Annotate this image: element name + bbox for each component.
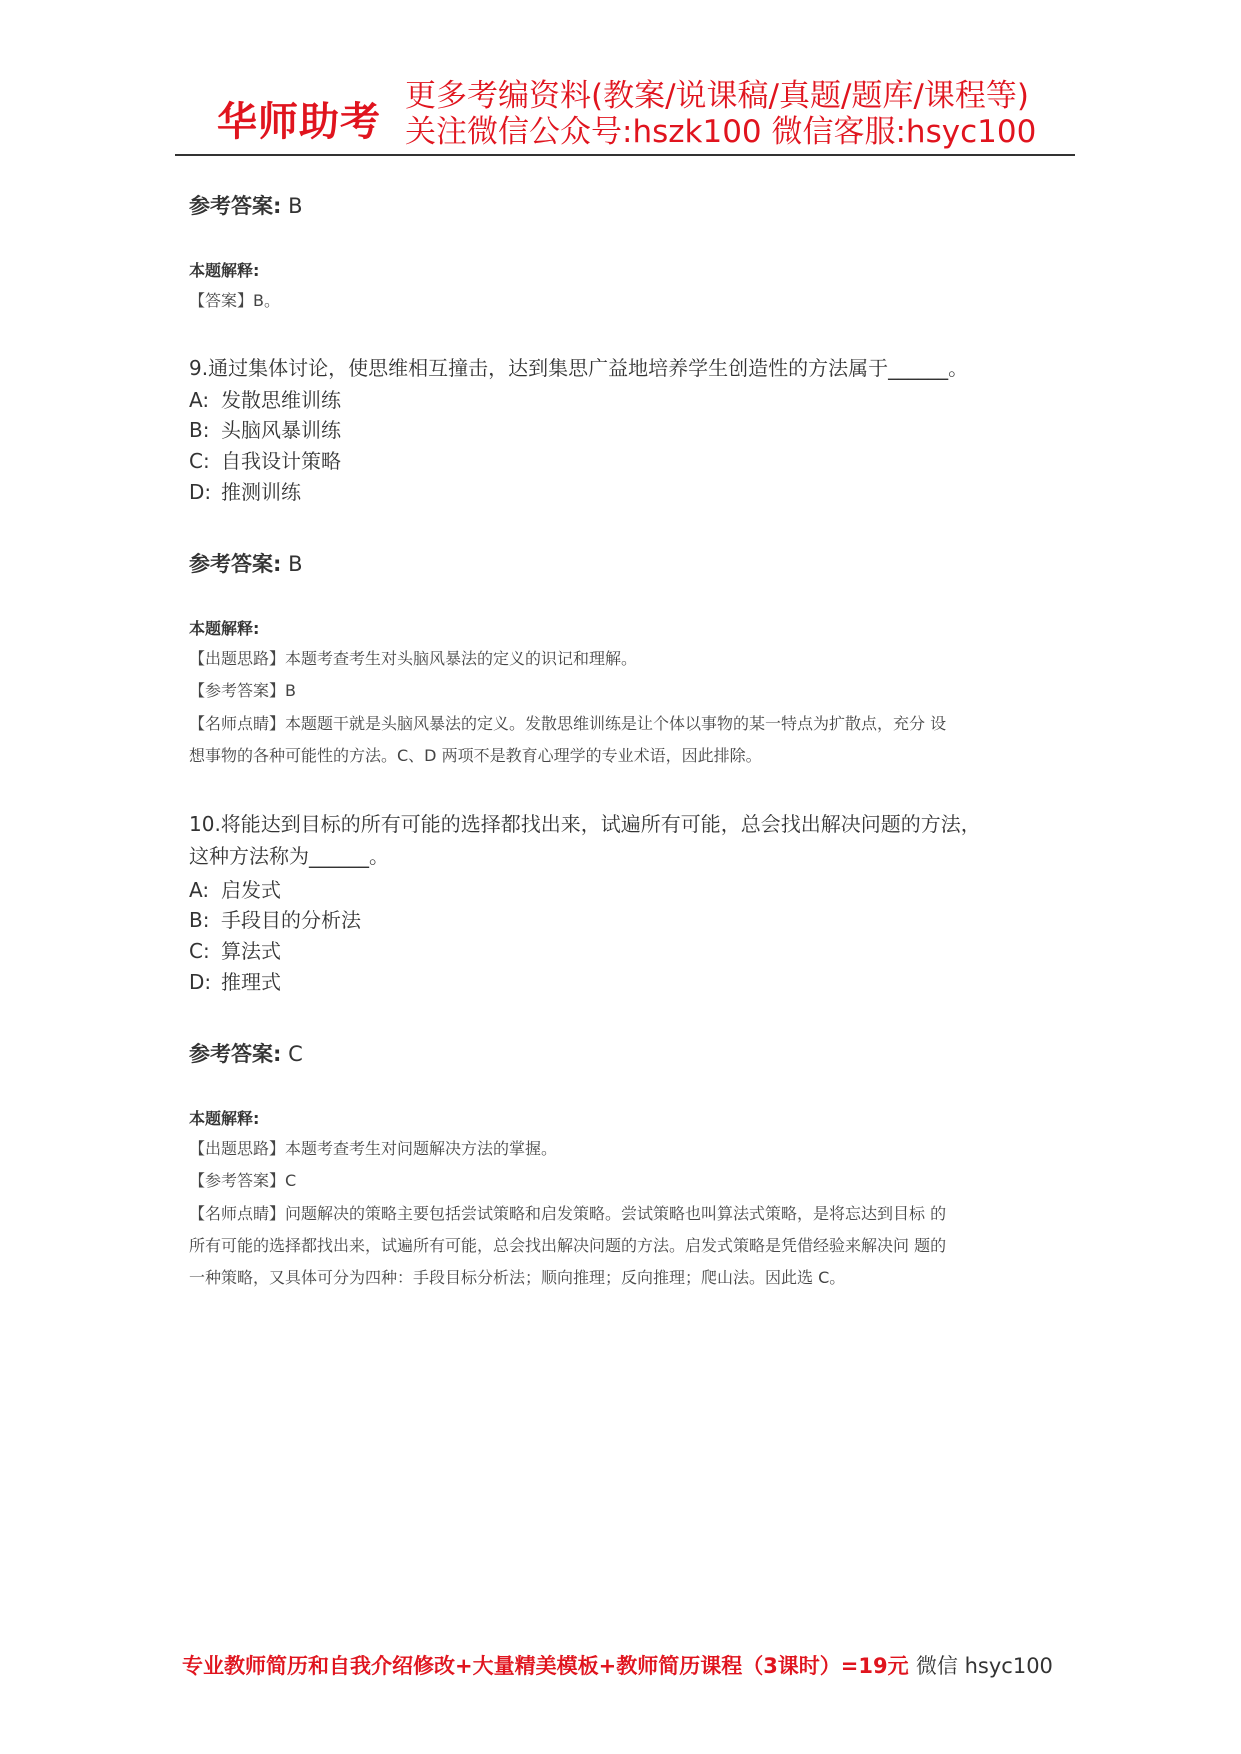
option-c: C: 算法式 (189, 939, 281, 963)
promo-line-2: 关注微信公众号:hszk100 微信客服:hsyc100 (405, 114, 1037, 150)
explain-line: 【出题思路】本题考查考生对问题解决方法的掌握。 (189, 1139, 558, 1158)
explain-line: 【答案】B。 (189, 291, 280, 310)
option-d: D: 推理式 (189, 970, 281, 994)
option-b: B: 手段目的分析法 (189, 908, 361, 932)
question-10-text: 10.将能达到目标的所有可能的选择都找出来，试遍所有可能，总会找出解决问题的方法， (189, 812, 981, 836)
answer-value: B (288, 194, 303, 218)
answer-label: 参考答案: (189, 194, 282, 218)
explain-line: 【参考答案】C (189, 1171, 297, 1190)
explain-line: 所有可能的选择都找出来，试遍所有可能，总会找出解决问题的方法。启发式策略是凭借经验来解决问 题的 (189, 1236, 947, 1255)
option-b: B: 头脑风暴训练 (189, 418, 341, 442)
option-d: D: 推测训练 (189, 480, 301, 504)
explain-line: 【名师点睛】问题解决的策略主要包括尝试策略和启发策略。尝试策略也叫算法式策略，是将忘达到目标 的 (189, 1204, 947, 1223)
promo-line-1: 更多考编资料(教案/说课稿/真题/题库/课程等) (405, 78, 1029, 114)
explain-title: 本题解释: (189, 261, 260, 280)
header-divider (175, 154, 1075, 156)
answer-line (189, 548, 303, 578)
explain-line: 【名师点睛】本题题干就是头脑风暴法的定义。发散思维训练是让个体以事物的某一特点为扩散点，充分 设 (189, 714, 947, 733)
answer-label: 参考答案: (189, 552, 282, 576)
footer-text: 专业教师简历和自我介绍修改+大量精美模板+教师简历课程（3课时）=19元 (182, 1654, 909, 1678)
header-banner (175, 72, 1075, 158)
footer-promo (182, 1650, 1053, 1680)
answer-value: B (288, 552, 303, 576)
question-10-text-cont: 这种方法称为______。 (189, 844, 389, 868)
option-a: A: 发散思维训练 (189, 388, 341, 412)
footer-wechat: 微信 hsyc100 (915, 1654, 1053, 1678)
explain-title: 本题解释: (189, 1109, 260, 1128)
question-9-text: 9.通过集体讨论，使思维相互撞击，达到集思广益地培养学生创造性的方法属于______。 (189, 356, 969, 380)
promo-text (405, 78, 1036, 150)
answer-line (189, 1038, 303, 1068)
explain-line: 【参考答案】B (189, 681, 296, 700)
explain-line: 一种策略，又具体可分为四种：手段目标分析法；顺向推理；反向推理；爬山法。因此选 C。 (189, 1268, 846, 1287)
answer-label: 参考答案: (189, 1042, 282, 1066)
explain-line: 【出题思路】本题考查考生对头脑风暴法的定义的识记和理解。 (189, 649, 638, 668)
option-a: A: 启发式 (189, 878, 281, 902)
brand-logo: 华师助考 (217, 99, 381, 145)
explain-line: 想事物的各种可能性的方法。C、D 两项不是教育心理学的专业术语，因此排除。 (189, 746, 762, 765)
answer-value: C (288, 1042, 303, 1066)
explain-title: 本题解释: (189, 619, 260, 638)
option-c: C: 自我设计策略 (189, 449, 341, 473)
answer-line (189, 190, 303, 220)
